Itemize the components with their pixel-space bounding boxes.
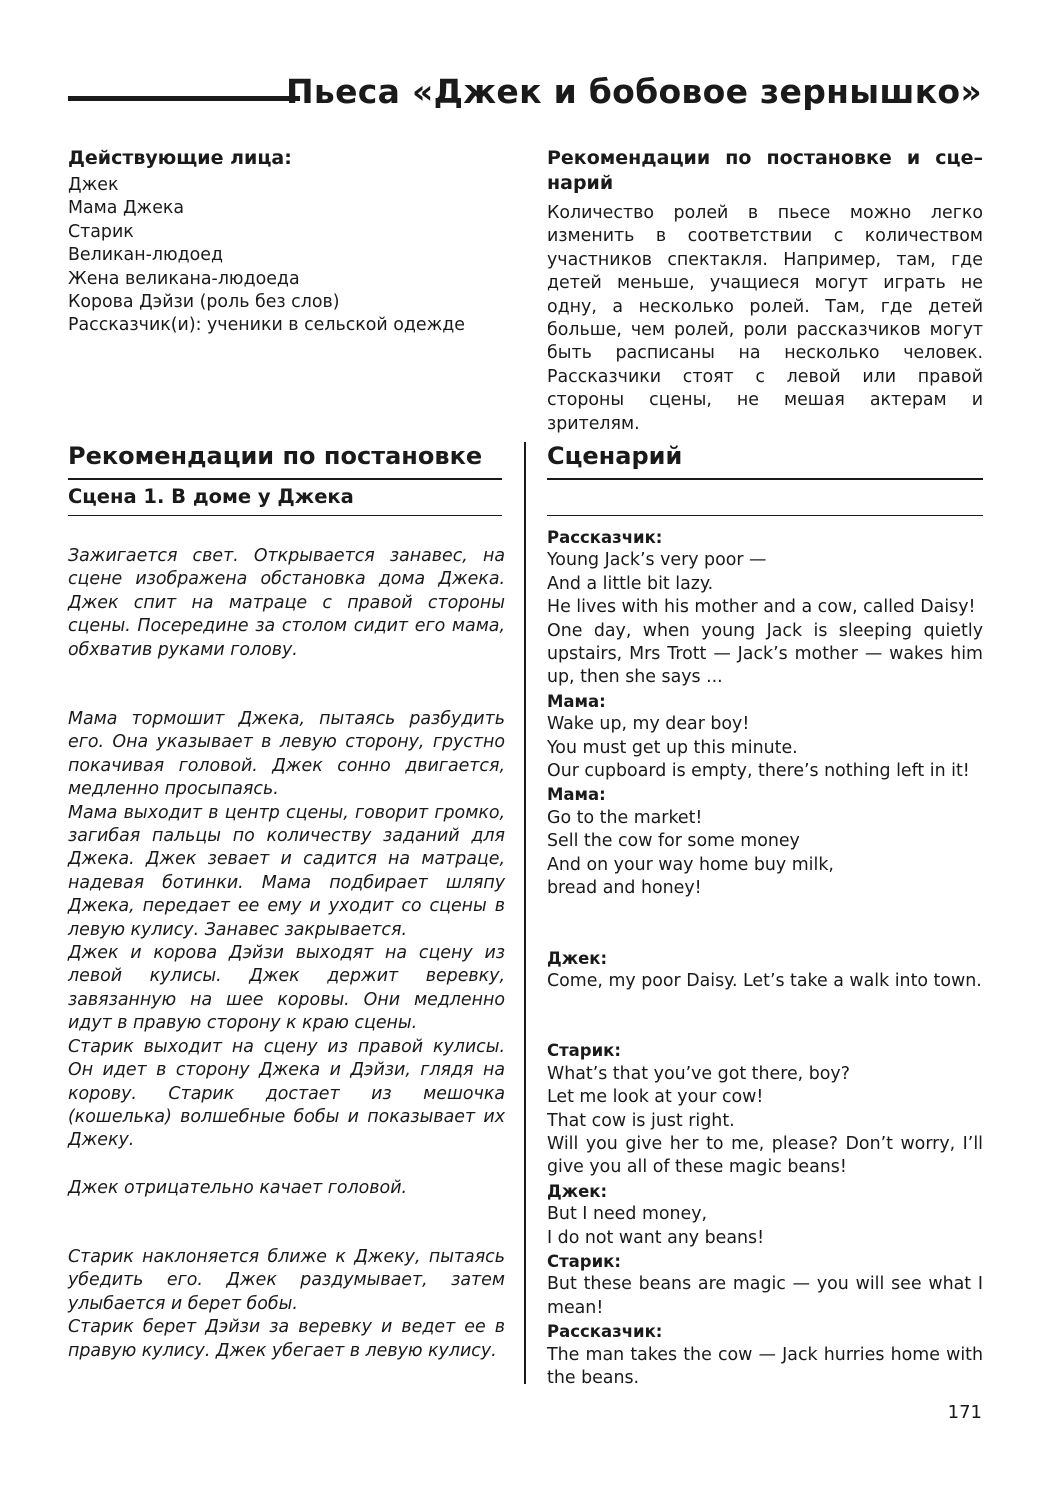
script-line: Sell the cow for some money <box>547 831 800 852</box>
script-line: Come, my poor Daisy. Let’s take a walk into town. <box>547 970 982 991</box>
staging-heading-rule <box>68 478 502 480</box>
cast-heading: Действующие лица: <box>68 147 292 169</box>
cast-section <box>68 146 498 338</box>
script-line: Young Jack’s very poor — <box>547 550 767 571</box>
speaker-label: Мама: <box>547 691 606 711</box>
column-divider <box>524 442 526 1384</box>
cast-item: Джек <box>68 175 119 195</box>
script-line: That cow is just right. <box>547 1110 735 1131</box>
stage-direction: Старик наклоняется ближе к Джеку, пытаясь убедить его. Джек раздумывает, затем улыбается и берет бобы. Старик берет Дэйзи за веревку и ведет ее в правую кулису. Джек убегает в левую кулису. <box>68 1247 505 1361</box>
script-line: I do not want any beans! <box>547 1227 765 1248</box>
cast-list <box>68 174 498 338</box>
cast-item: Старик <box>68 221 134 242</box>
script-line: What’s that you’ve got there, boy? <box>547 1063 850 1084</box>
script-line: The man takes the cow — Jack hurries home with the beans. <box>547 1344 983 1388</box>
script-line: You must get up this minute. <box>547 737 798 758</box>
script-line: bread and honey! <box>547 878 702 899</box>
script-body <box>547 526 983 1390</box>
script-heading: Сценарий <box>547 442 683 470</box>
stage-direction: Джек отрицательно качает головой. <box>68 1178 408 1198</box>
speaker-label: Старик: <box>547 1251 621 1271</box>
speaker-label: Рассказчик: <box>547 1322 663 1342</box>
script-line: But these beans are magic — you will see what I mean! <box>547 1274 983 1318</box>
scene-title: Сцена 1. В доме у Джека <box>68 485 354 508</box>
cast-item: Мама Джека <box>68 198 185 219</box>
script-line: Will you give her to me, please? Don’t worry, I’ll give you all of these magic beans! <box>547 1133 983 1178</box>
script-line: And on your way home buy milk, <box>547 854 834 875</box>
script-line: And a little bit lazy. <box>547 573 714 594</box>
cast-item: Корова Дэйзи (роль без слов) <box>68 292 340 313</box>
speaker-label: Джек: <box>547 948 608 968</box>
title-rule <box>68 96 300 101</box>
speaker-label: Рассказчик: <box>547 528 663 547</box>
page-title: Пьеса «Джек и бобовое зернышко» <box>285 72 982 111</box>
recommendations-heading: Рекомендации по постановке и сце–нарий <box>547 147 983 194</box>
speaker-label: Мама: <box>547 785 606 805</box>
stage-direction: Зажигается свет. Открывается занавес, на сцене изображена обстановка дома Джека. Джек спит на матраце с правой стороны сцены. Посередине за столом сидит его мама, обхватив руками голову. <box>68 546 505 660</box>
stage-direction: Мама тормошит Джека, пытаясь разбудить его. Она указывает в левую сторону, грустно покачивая головой. Джек сонно двигается, медленно просыпаясь. Мама выходит в центр сцены, говорит громко, загибая пальцы по количеству заданий для Джека. Джек зевает и садится на матраце, надевая ботинки. Мама подбирает шляпу Джека, передает ее ему и уходит со сцены в левую кулису. Занавес закрывается. Джек и корова Дэйзи выходят на сцену из левой кулисы. Джек держит веревку, завязанную на шее коровы. Они медленно идут в правую сторону к краю сцены. Старик выходит на сцену из правой кулисы. Он идет в сторону Джека и Дэйзи, глядя на корову. Старик достает из мешочка (кошелька) волшебные бобы и показывает их Джеку. <box>68 709 505 1151</box>
staging-heading: Рекомендации по постановке <box>68 442 483 470</box>
page-number: 171 <box>947 1402 982 1423</box>
scene-rule <box>68 515 502 516</box>
script-line: But I need money, <box>547 1204 708 1225</box>
script-line: Let me look at your cow! <box>547 1087 764 1108</box>
speaker-label: Джек: <box>547 1181 608 1201</box>
cast-item: Жена великана-людоеда <box>68 268 300 289</box>
speaker-label: Старик: <box>547 1041 621 1061</box>
cast-item: Рассказчик(и): ученики в сельской одежде <box>68 315 465 336</box>
script-line: Wake up, my dear boy! <box>547 714 750 735</box>
script-rule <box>547 515 983 516</box>
script-line: One day, when young Jack is sleeping quietly upstairs, Mrs Trott — Jack’s mother — wakes him up, then she says ... <box>547 620 983 688</box>
recommendations-intro <box>547 146 983 436</box>
script-heading-rule <box>547 478 983 480</box>
recommendations-text: Количество ролей в пьесе можно легко изменить в соответствии с количеством участников спектакля. Например, там, где детей меньше, учащиеся могут играть не одну, а несколько ролей. Там, где детей больше, чем ролей, роли рассказчиков могут быть расписаны на несколько человек. Рассказчики стоят с левой или правой стороны сцены, не мешая актерам и зрителям. <box>547 203 983 434</box>
script-line: Our cupboard is empty, there’s nothing left in it! <box>547 761 970 782</box>
cast-item: Великан-людоед <box>68 245 223 266</box>
script-line: He lives with his mother and a cow, called Daisy! <box>547 597 976 618</box>
script-line: Go to the market! <box>547 807 703 828</box>
